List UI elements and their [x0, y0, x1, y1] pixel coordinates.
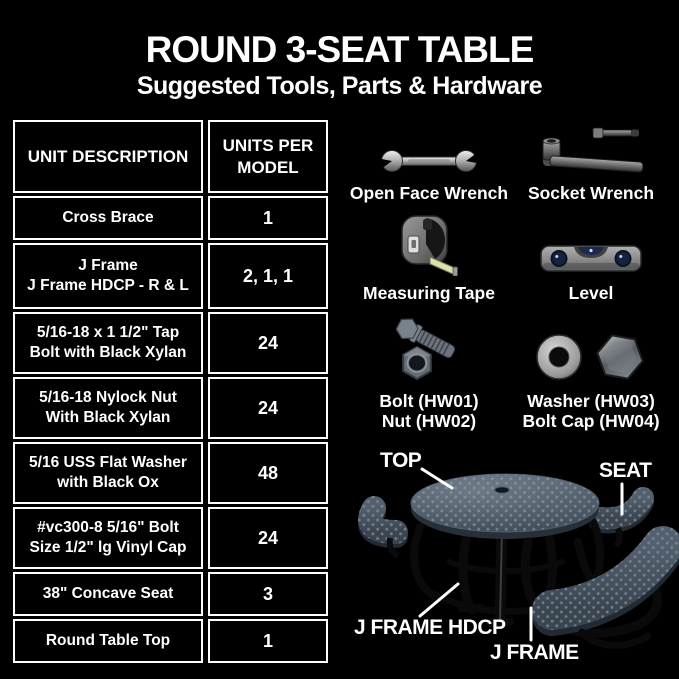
tool-label-line: Socket Wrench	[527, 183, 655, 204]
header	[0, 30, 679, 100]
tool-label-line: Nut (HW02)	[381, 411, 477, 432]
column-header-units-per-model	[208, 120, 328, 193]
tool-label-line: Open Face Wrench	[349, 183, 509, 204]
tools-grid	[348, 124, 672, 434]
cell-line: #vc300-8 5/16" Bolt	[37, 518, 179, 536]
cell-line: Cross Brace	[62, 208, 154, 226]
cell-line: With Black Xylan	[45, 409, 171, 426]
cell-value: 1	[262, 207, 273, 228]
column-header-label: UNIT DESCRIPTION	[27, 146, 189, 166]
tool-socket-wrench	[510, 124, 672, 206]
umbrella-hole	[495, 487, 510, 494]
table-row-description	[13, 243, 203, 309]
callout-seat: SEAT	[599, 459, 652, 482]
tool-label-line: Washer (HW03)	[527, 390, 655, 411]
table-row-description	[13, 442, 203, 504]
tool-label	[522, 391, 659, 432]
tool-open-face-wrench	[348, 124, 510, 206]
seat-left	[370, 508, 398, 556]
tool-label-line: Measuring Tape	[363, 283, 495, 304]
cell-line: Size 1/2" lg Vinyl Cap	[29, 539, 187, 556]
table-row-units	[208, 442, 328, 504]
cell-line: Bolt with Black Xylan	[29, 344, 187, 361]
table-row-description	[13, 619, 203, 663]
table-row-units	[208, 572, 328, 616]
tool-level	[510, 206, 672, 306]
tool-label	[379, 391, 478, 432]
cell-line: 5/16 USS Flat Washer	[29, 453, 187, 471]
callout-top: TOP	[380, 449, 422, 472]
seat-front	[552, 546, 663, 616]
table-row-units	[208, 243, 328, 309]
table-row-units	[208, 507, 328, 569]
table-row-description	[13, 507, 203, 569]
cell-line: J Frame HDCP - R & L	[27, 277, 189, 294]
cell-value: 48	[257, 462, 279, 483]
page-title: ROUND 3-SEAT TABLE	[145, 29, 534, 70]
tool-label	[528, 183, 654, 204]
table-row-description	[13, 196, 203, 240]
hardware-washer-bolt-cap	[510, 306, 672, 434]
table-row-units	[208, 196, 328, 240]
cell-value: 2, 1, 1	[242, 265, 294, 286]
column-header-label: UNITS PER MODEL	[222, 136, 314, 177]
open-face-wrench-icon	[377, 146, 481, 176]
tabletop	[411, 474, 599, 539]
cell-line: 38" Concave Seat	[42, 584, 174, 602]
cell-line: J Frame	[78, 256, 138, 274]
cell-value: 24	[257, 332, 279, 353]
table-row-description	[13, 377, 203, 439]
table-row-description	[13, 572, 203, 616]
callout-j-frame-hdcp: J FRAME HDCP	[354, 616, 506, 639]
cell-value: 24	[257, 397, 279, 418]
cell-line: 5/16-18 x 1 1/2" Tap	[36, 323, 180, 341]
cell-line: 5/16-18 Nylock Nut	[39, 388, 177, 406]
callout-j-frame: J FRAME	[490, 641, 579, 664]
table-row-units	[208, 619, 328, 663]
tool-label-line: Level	[568, 283, 614, 304]
cell-value: 1	[262, 630, 273, 651]
tool-label-line: Bolt Cap (HW04)	[522, 411, 660, 432]
socket-wrench-icon	[533, 124, 649, 176]
hardware-bolt-nut	[348, 306, 510, 434]
table-row-description	[13, 312, 203, 374]
page-subtitle: Suggested Tools, Parts & Hardware	[136, 71, 543, 100]
level-icon	[539, 236, 643, 276]
tool-label	[363, 283, 495, 304]
tool-measuring-tape	[348, 206, 510, 306]
cell-line: Round Table Top	[45, 631, 171, 649]
table-row-units	[208, 312, 328, 374]
assembly-diagram	[350, 442, 679, 679]
tool-label	[350, 183, 508, 204]
cell-line: with Black Ox	[57, 474, 159, 491]
measuring-tape-icon	[396, 214, 462, 276]
cell-value: 24	[257, 527, 279, 548]
washer-bolt-cap-icon	[532, 330, 650, 384]
bolt-nut-icon	[396, 318, 462, 384]
tool-label	[569, 283, 614, 304]
parts-table	[13, 120, 328, 663]
tool-label-line: Bolt (HW01)	[379, 390, 479, 411]
column-header-unit-description	[13, 120, 203, 193]
cell-value: 3	[262, 583, 273, 604]
table-row-units	[208, 377, 328, 439]
